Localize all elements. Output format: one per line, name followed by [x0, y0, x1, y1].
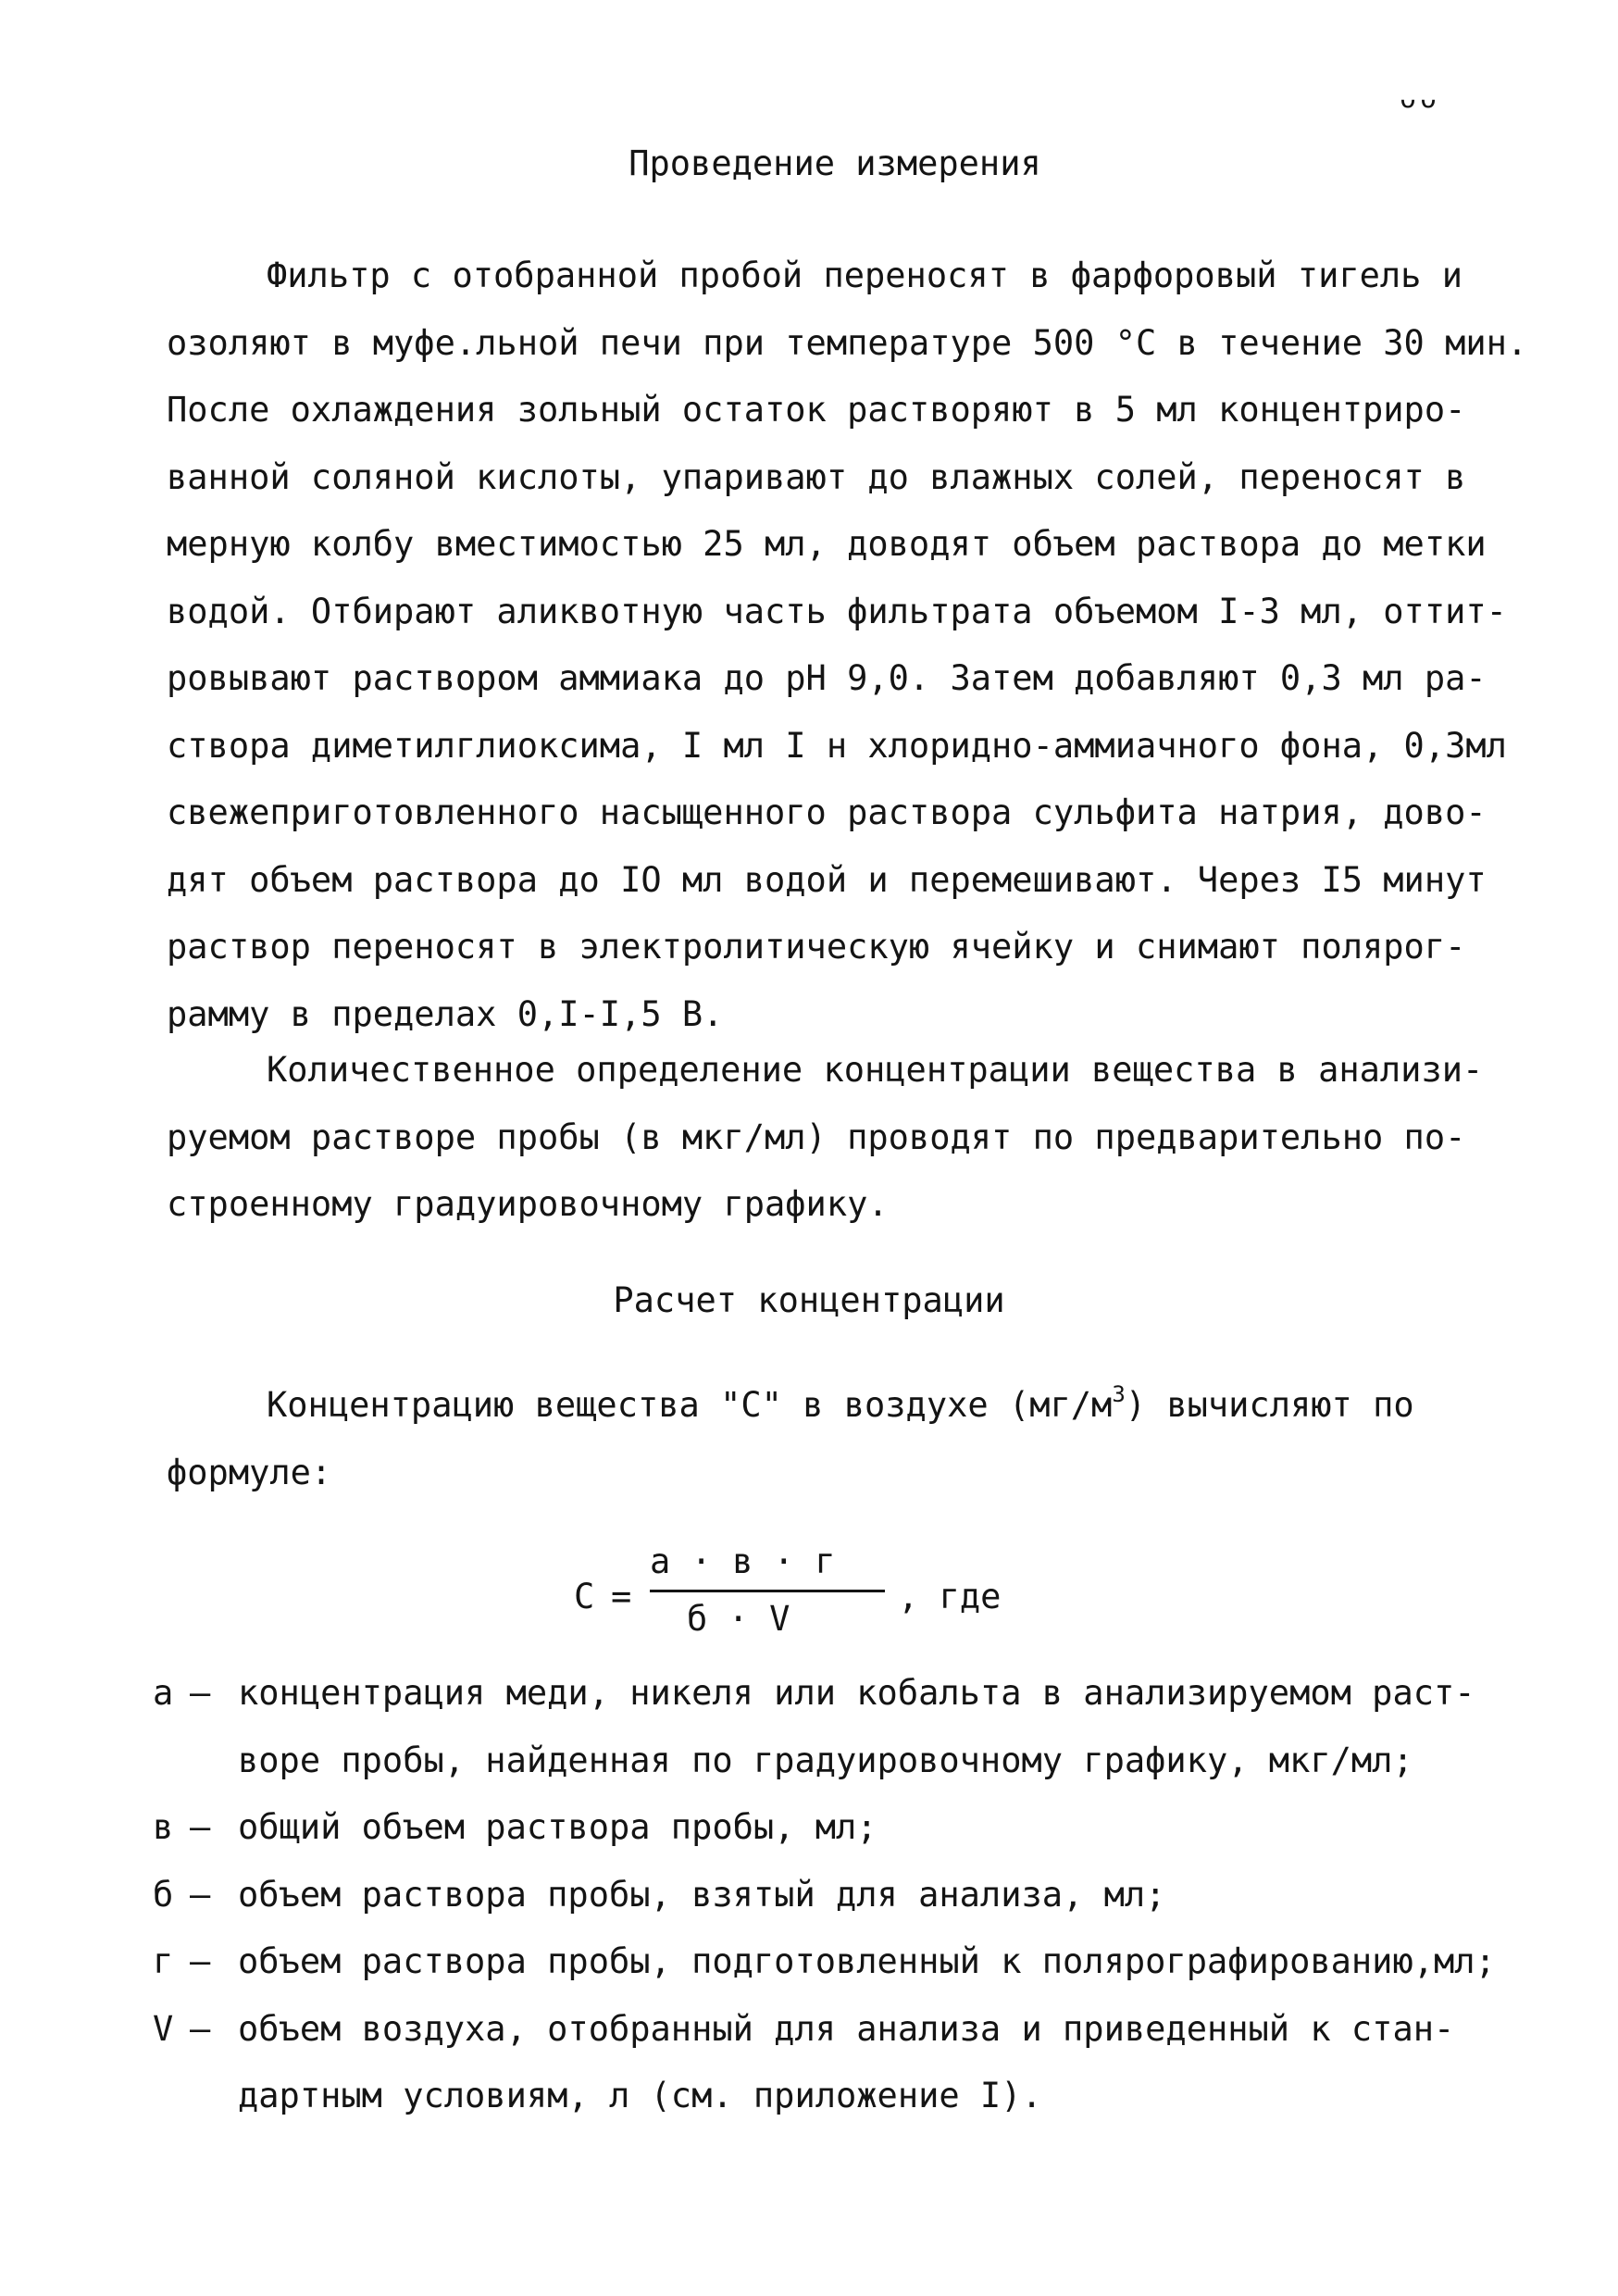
text-line: озоляют в муфе.льной печи при температуре 500 °С в течение 30 мин.	[167, 322, 1528, 363]
text-line: объем раствора пробы, подготовленный к полярографированию,мл;	[238, 1941, 1496, 1981]
definition-text	[238, 1660, 1541, 1794]
definition-item	[153, 1660, 1541, 1794]
text-line: раствор переносят в электролитическую ячейку и снимают полярог-	[167, 927, 1466, 967]
definition-symbol: V	[153, 2008, 174, 2049]
formula-tail: , где	[898, 1577, 1002, 1616]
text-line: руемом растворе пробы (в мкг/мл) проводят по предварительно по-	[167, 1117, 1466, 1157]
text-line: концентрация меди, никеля или кобальта в анализируемом раст-	[238, 1673, 1475, 1713]
definition-item	[153, 1862, 1541, 1929]
intro-text: Концентрацию вещества "С" в воздухе (мг/м	[267, 1385, 1113, 1425]
definition-text	[238, 1996, 1541, 2130]
quantitative-paragraph	[167, 1037, 1555, 1239]
section-title-calculation: Расчет концентрации	[613, 1280, 1005, 1320]
definition-dash: –	[190, 1807, 211, 1847]
definition-symbol: г	[153, 1941, 174, 1981]
definition-dash: –	[190, 1673, 211, 1713]
calculation-intro	[167, 1372, 1555, 1506]
superscript-three: 3	[1112, 1381, 1126, 1407]
formula-equals: =	[611, 1577, 632, 1616]
text-line: свежеприготовленного насыщенного раствора сульфита натрия, дово-	[167, 792, 1487, 832]
definition-symbol: б	[153, 1874, 174, 1915]
definition-text	[238, 1928, 1541, 1996]
page-number-mark: ᴗᴗ	[1400, 82, 1441, 115]
definition-item	[153, 1996, 1541, 2130]
text-line: дартным условиям, л (см. приложение I).	[238, 2076, 1042, 2115]
text-line: рамму в пределах 0,I-I,5 В.	[167, 993, 724, 1034]
text-line: воре пробы, найденная по градуировочному графику, мкг/мл;	[238, 1740, 1413, 1780]
definition-symbol: а	[153, 1673, 174, 1713]
definition-item	[153, 1794, 1541, 1862]
text-line: строенному градуировочному графику.	[167, 1184, 889, 1224]
definition-dash: –	[190, 1941, 211, 1981]
text-line: дят объем раствора до IO мл водой и перемешивают. Через I5 минут	[167, 859, 1487, 900]
definition-item	[153, 1928, 1541, 1996]
section-title-measurement: Проведение измерения	[629, 144, 1041, 183]
definition-dash: –	[190, 1874, 211, 1915]
text-line: водой. Отбирают аликвотную часть фильтрата объемом I-3 мл, оттит-	[167, 591, 1507, 631]
text-line: ванной соляной кислоты, упаривают до влажных солей, переносят в	[167, 456, 1466, 497]
definition-text	[238, 1794, 1541, 1862]
text-line: Фильтр с отобранной пробой переносят в фарфоровый тигель и	[267, 256, 1463, 295]
text-line: ровывают раствором аммиака до рН 9,0. Затем добавляют 0,3 мл ра-	[167, 658, 1487, 698]
fraction-bar	[650, 1590, 885, 1592]
intro-text-end: ) вычисляют по	[1125, 1385, 1414, 1425]
definition-symbol: в	[153, 1807, 174, 1847]
text-line: объем раствора пробы, взятый для анализа, мл;	[238, 1874, 1166, 1915]
text-line: Количественное определение концентрации вещества в анализи-	[267, 1050, 1484, 1090]
measurement-paragraph	[167, 243, 1555, 1048]
text-line: формуле:	[167, 1452, 332, 1492]
text-line: После охлаждения зольный остаток растворяют в 5 мл концентриро-	[167, 390, 1466, 430]
text-line: объем воздуха, отобранный для анализа и приведенный к стан-	[238, 2008, 1455, 2049]
text-line: створа диметилглиоксима, I мл I н хлоридно-аммиачного фона, 0,3мл	[167, 725, 1507, 766]
text-line: общий объем раствора пробы, мл;	[238, 1807, 877, 1847]
variable-definitions	[153, 1660, 1541, 2130]
formula-lhs: С	[574, 1577, 595, 1616]
formula-numerator: а · в · г	[650, 1541, 836, 1581]
formula-denominator: б · V	[687, 1599, 790, 1639]
definition-text	[238, 1862, 1541, 1929]
definition-dash: –	[190, 2008, 211, 2049]
text-line	[167, 1372, 1555, 1440]
concentration-formula	[574, 1541, 1055, 1653]
text-line: мерную колбу вместимостью 25 мл, доводят объем раствора до метки	[167, 524, 1487, 564]
